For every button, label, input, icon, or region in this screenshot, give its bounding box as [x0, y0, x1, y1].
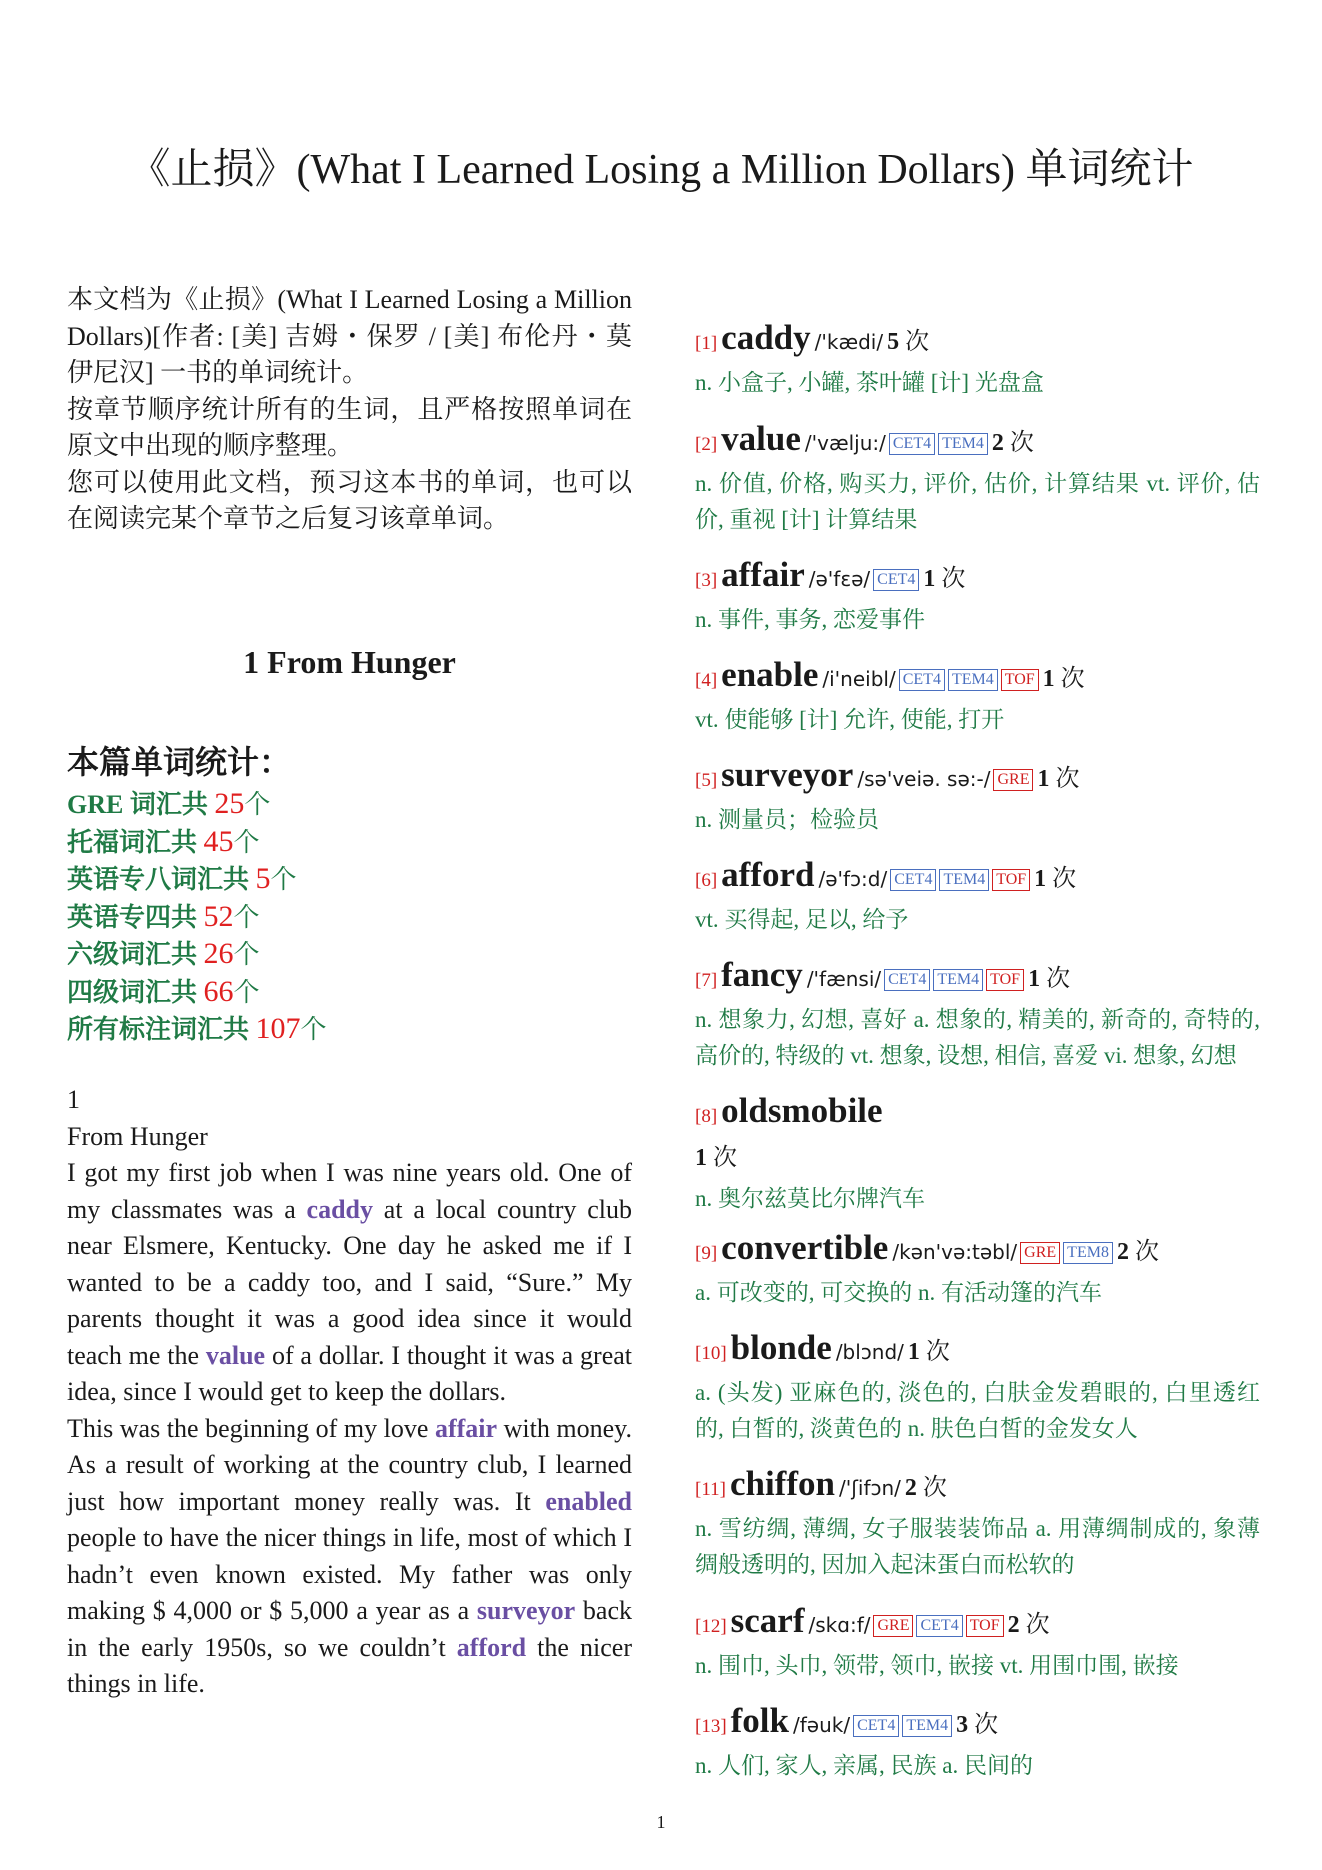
keyword-highlight: caddy	[306, 1194, 374, 1224]
vocab-entry	[695, 555, 1260, 638]
vocab-entry-header	[695, 1091, 1260, 1138]
entry-word: value	[721, 419, 801, 458]
vocab-entry	[695, 655, 1260, 738]
entry-index: [11]	[695, 1479, 726, 1500]
entry-index: [6]	[695, 870, 718, 891]
entry-index: [1]	[695, 333, 718, 354]
vocab-entry	[695, 1601, 1260, 1684]
entry-index: [13]	[695, 1716, 727, 1737]
vocab-entry-header	[695, 555, 1260, 602]
entry-frequency: 3 次	[956, 1712, 999, 1738]
entry-index: [12]	[695, 1616, 727, 1637]
entry-frequency: 5 次	[887, 329, 930, 355]
chapter-body	[67, 1082, 632, 1703]
vocab-entry	[695, 855, 1260, 938]
entry-phonetic: /fəuk/	[793, 1713, 851, 1737]
exam-tag-badge: CET4	[884, 969, 930, 991]
entry-frequency: 2 次	[1116, 1239, 1159, 1265]
exam-tag-badge: TEM4	[938, 433, 988, 455]
keyword-highlight: enabled	[545, 1486, 632, 1516]
intro-text	[67, 282, 632, 538]
entry-word: scarf	[730, 1601, 805, 1640]
vocab-entry-header	[695, 1601, 1260, 1648]
stat-unit: 个	[300, 1015, 327, 1044]
exam-tag-badge: TEM4	[948, 669, 998, 691]
stat-line	[67, 824, 632, 862]
exam-tag-badge: GRE	[1020, 1242, 1060, 1264]
stat-count: 26	[203, 937, 234, 970]
stat-label: 托福词汇共	[67, 827, 204, 857]
stat-label: GRE 词汇共	[67, 790, 215, 819]
body-paragraph: I got my first job when I was nine years old. One of my classmates was a caddy at a local country club near Elsmere, Kentucky. One day he asked me if I wanted to be a caddy too, and I said, “Sure.” My parents thought it was a good idea since it would teach me the value of a dollar. I thought it was a great idea, since I would get to keep the dollars.	[67, 1158, 632, 1406]
stat-count: 5	[255, 862, 271, 895]
entry-definition: n. 想象力, 幻想, 喜好 a. 想象的, 精美的, 新奇的, 奇特的, 高价的, 特级的 vt. 想象, 设想, 相信, 喜爱 vi. 想象, 幻想	[695, 1007, 1260, 1068]
entry-word: folk	[730, 1701, 790, 1740]
chapter-subtitle: From Hunger	[67, 1121, 208, 1151]
stat-line	[67, 861, 632, 899]
exam-tag-badge: CET4	[873, 569, 919, 591]
vocab-entry-header	[695, 755, 1260, 802]
entry-index: [10]	[695, 1343, 727, 1364]
vocab-entry	[695, 1701, 1260, 1784]
entry-phonetic: /i'neibl/	[822, 667, 896, 691]
document-title: 《止损》(What I Learned Losing a Million Dollars) 单词统计	[128, 147, 1194, 193]
stats-heading: 本篇单词统计：	[67, 744, 292, 780]
entry-phonetic: /ə'fɔ:d/	[818, 867, 888, 891]
entry-definition: vt. 使能够 [计] 允许, 使能, 打开	[695, 707, 1005, 732]
stat-unit: 个	[233, 902, 260, 932]
entry-phonetic: /'ʃifɔn/	[838, 1476, 901, 1500]
vocab-entry	[695, 1091, 1260, 1217]
exam-tag-badge: CET4	[916, 1615, 962, 1637]
stat-unit: 个	[233, 977, 260, 1007]
entry-definition: n. 奥尔兹莫比尔牌汽车	[695, 1186, 925, 1211]
keyword-highlight: affair	[434, 1413, 498, 1443]
stat-label: 英语专四共	[67, 902, 204, 932]
vocab-entry	[695, 1228, 1260, 1311]
entry-definition: n. 小盒子, 小罐, 茶叶罐 [计] 光盘盒	[695, 370, 1044, 395]
vocab-entry	[695, 1328, 1260, 1447]
entry-definition: n. 价值, 价格, 购买力, 评价, 估价, 计算结果 vt. 评价, 估价, 重视 [计] 计算结果	[695, 471, 1260, 532]
vocab-entry	[695, 1464, 1260, 1583]
stat-unit: 个	[233, 827, 260, 857]
entry-definition: n. 测量员；检验员	[695, 807, 879, 832]
entry-word: caddy	[721, 318, 811, 357]
entry-word: fancy	[721, 955, 803, 994]
stat-count: 107	[255, 1012, 301, 1045]
stat-unit: 个	[233, 940, 260, 969]
chapter-heading: 1 From Hunger	[243, 644, 456, 680]
intro-paragraph: 按章节顺序统计所有的生词，且严格按照单词在原文中出现的顺序整理。	[67, 394, 632, 460]
entry-definition: n. 事件, 事务, 恋爱事件	[695, 607, 925, 632]
entry-frequency: 2 次	[904, 1475, 947, 1501]
vocab-entry-header	[695, 1464, 1260, 1511]
entry-phonetic: /skɑ:f/	[808, 1613, 871, 1637]
entry-index: [5]	[695, 770, 718, 791]
vocab-entry	[695, 955, 1260, 1074]
page-number: 1	[656, 1812, 666, 1832]
stat-count: 25	[214, 787, 245, 820]
stat-count: 52	[203, 899, 234, 933]
entry-phonetic: /blɔnd/	[835, 1340, 904, 1364]
vocab-entry-header	[695, 1328, 1260, 1375]
keyword-highlight: afford	[456, 1632, 527, 1662]
entry-phonetic: /ə'fɛə/	[808, 567, 871, 591]
stat-unit: 个	[244, 790, 271, 819]
stat-count: 45	[203, 824, 234, 858]
exam-tag-badge: TEM4	[902, 1715, 952, 1737]
vocab-entry-header	[695, 955, 1260, 1002]
entry-phonetic: /'kædi/	[814, 330, 884, 354]
stat-line	[67, 899, 632, 937]
exam-tag-badge: CET4	[889, 433, 935, 455]
entry-frequency: 1 次	[1028, 966, 1071, 992]
vocab-entry	[695, 755, 1260, 838]
intro-paragraph: 本文档为《止损》(What I Learned Losing a Million Dollars)[作者: [美] 吉姆・保罗 / [美] 布伦丹・莫伊尼汉] 一书的单词统计。	[67, 285, 632, 387]
exam-tag-badge: TEM8	[1063, 1242, 1113, 1264]
word-stats	[67, 742, 632, 1049]
entry-phonetic: /sə'veiə. sə:-/	[857, 767, 991, 791]
entry-definition: n. 人们, 家人, 亲属, 民族 a. 民间的	[695, 1753, 1033, 1778]
vocab-entry	[695, 318, 1260, 401]
entry-definition: a. (头发) 亚麻色的, 淡色的, 白肤金发碧眼的, 白里透红的, 白皙的, 淡黄色的 n. 肤色白皙的金发女人	[695, 1380, 1260, 1441]
stat-label: 四级词汇共	[67, 977, 204, 1007]
entry-frequency: 1 次	[1042, 666, 1085, 692]
body-paragraph: This was the beginning of my love affair with money. As a result of working at the country club, I learned just how important money really was. It enabled people to have the nicer things in life, most of which I hadn’t even known existed. My father was only making $ 4,000 or $ 5,000 a year as a surveyor back in the early 1950s, so we couldn’t afford the nicer things in life.	[67, 1413, 632, 1698]
keyword-highlight: surveyor	[476, 1596, 576, 1625]
entry-definition: n. 雪纺绸, 薄绸, 女子服装装饰品 a. 用薄绸制成的, 象薄绸般透明的, 因加入起沫蛋白而松软的	[695, 1516, 1260, 1577]
entry-index: [7]	[695, 970, 718, 991]
entry-word: enable	[721, 655, 819, 694]
exam-tag-badge: CET4	[899, 669, 945, 691]
exam-tag-badge: TOF	[1001, 669, 1039, 691]
entry-frequency: 2 次	[991, 430, 1034, 456]
entry-word: chiffon	[729, 1464, 835, 1503]
stat-line	[67, 936, 632, 974]
exam-tag-badge: TOF	[986, 969, 1024, 991]
entry-phonetic: /'fænsi/	[806, 967, 882, 991]
exam-tag-badge: TEM4	[939, 869, 989, 891]
exam-tag-badge: CET4	[853, 1715, 899, 1737]
entry-definition: a. 可改变的, 可交换的 n. 有活动篷的汽车	[695, 1280, 1102, 1305]
stat-label: 所有标注词汇共	[67, 1015, 256, 1044]
entry-phonetic: /'vælju:/	[804, 431, 886, 455]
stat-count: 66	[203, 974, 234, 1008]
entry-word: convertible	[721, 1228, 889, 1267]
entry-frequency: 1 次	[1037, 766, 1080, 792]
entry-frequency: 1 次	[1034, 866, 1077, 892]
exam-tag-badge: TOF	[966, 1615, 1004, 1637]
vocab-entry	[695, 419, 1260, 538]
exam-tag-badge: TEM4	[933, 969, 983, 991]
stat-line	[67, 974, 632, 1012]
entry-frequency-line	[695, 1138, 1260, 1181]
entry-word: blonde	[730, 1328, 832, 1367]
left-column	[67, 282, 632, 1698]
entry-index: [3]	[695, 570, 718, 591]
chapter-number: 1	[67, 1085, 80, 1114]
entry-frequency: 1 次	[907, 1339, 950, 1365]
entry-word: surveyor	[721, 755, 854, 794]
entry-word: affair	[721, 555, 805, 594]
stat-line	[67, 786, 632, 824]
entry-index: [2]	[695, 434, 718, 455]
exam-tag-badge: GRE	[993, 769, 1033, 791]
entry-index: [8]	[695, 1106, 718, 1127]
entry-definition: n. 围巾, 头巾, 领带, 领巾, 嵌接 vt. 用围巾围, 嵌接	[695, 1653, 1179, 1678]
stat-line	[67, 1011, 632, 1049]
entry-phonetic: /kən'və:təbl/	[892, 1240, 1018, 1264]
stat-unit: 个	[270, 865, 297, 894]
entry-frequency: 1 次	[923, 566, 966, 592]
entry-frequency: 1 次	[695, 1145, 737, 1171]
keyword-highlight: value	[205, 1340, 266, 1370]
vocab-entry-header	[695, 419, 1260, 466]
entry-index: [9]	[695, 1243, 718, 1264]
entry-frequency: 2 次	[1007, 1612, 1050, 1638]
vocab-entry-header	[695, 855, 1260, 902]
vocab-entry-header	[695, 1701, 1260, 1748]
entry-index: [4]	[695, 670, 718, 691]
vocab-entry-header	[695, 1228, 1260, 1275]
exam-tag-badge: CET4	[890, 869, 936, 891]
stat-label: 英语专八词汇共	[67, 865, 256, 894]
vocab-entry-header	[695, 318, 1260, 365]
stat-label: 六级词汇共	[67, 940, 204, 969]
exam-tag-badge: GRE	[873, 1615, 913, 1637]
intro-paragraph: 您可以使用此文档，预习这本书的单词，也可以在阅读完某个章节之后复习该章单词。	[67, 467, 632, 533]
vocab-entry-header	[695, 655, 1260, 702]
entry-word: oldsmobile	[721, 1091, 883, 1130]
entry-word: afford	[721, 855, 815, 894]
entry-definition: vt. 买得起, 足以, 给予	[695, 907, 909, 932]
exam-tag-badge: TOF	[992, 869, 1030, 891]
